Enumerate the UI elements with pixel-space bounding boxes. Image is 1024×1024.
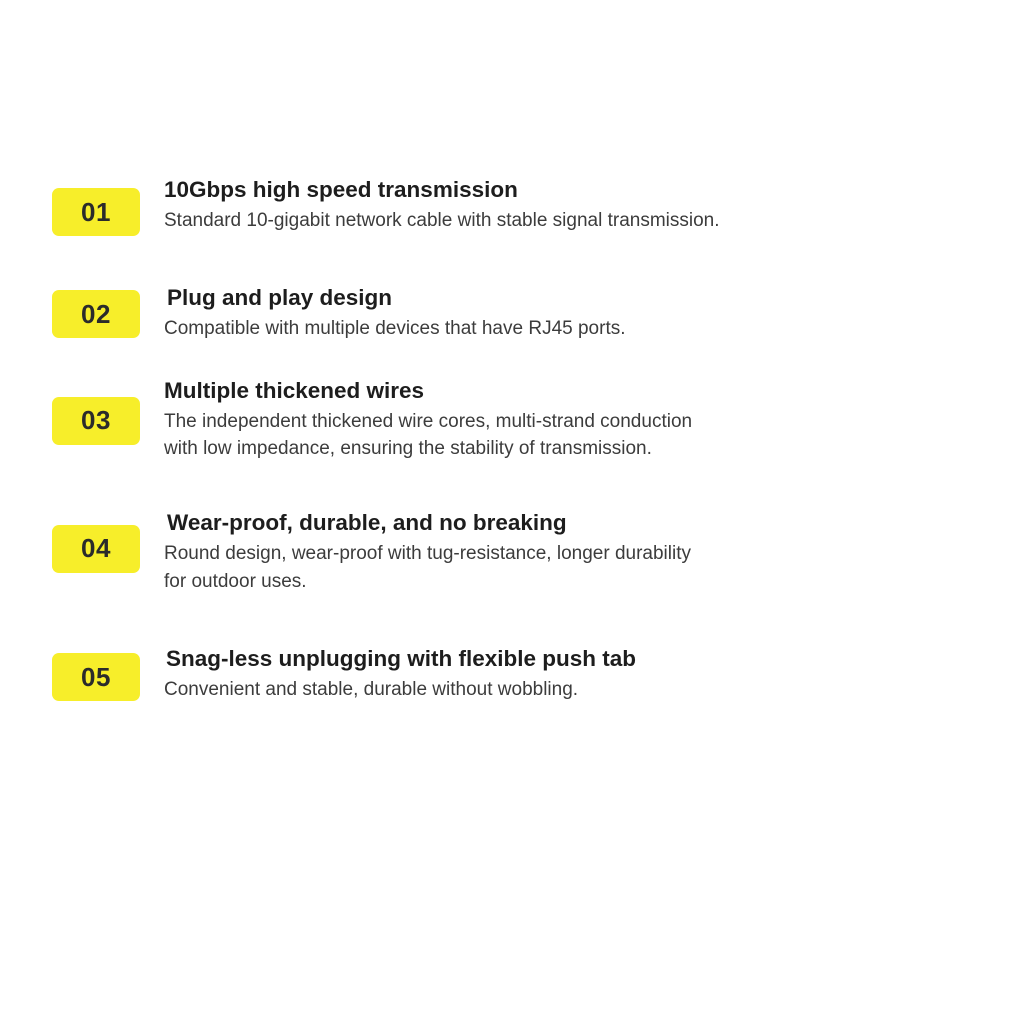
feature-description-line2: with low impedance, ensuring the stability of transmission. — [164, 438, 652, 460]
list-item — [52, 645, 972, 704]
list-item — [52, 509, 972, 595]
feature-title: Plug and play design — [167, 285, 393, 310]
feature-number-badge: 03 — [52, 397, 140, 445]
feature-text — [164, 176, 720, 235]
feature-title: 10Gbps high speed transmission — [164, 177, 518, 202]
feature-text — [164, 284, 626, 343]
feature-description: Convenient and stable, durable without wobbling. — [164, 679, 579, 701]
feature-number-badge: 02 — [52, 290, 140, 338]
feature-title: Multiple thickened wires — [164, 377, 425, 403]
feature-list — [52, 177, 972, 704]
feature-description-line2: for outdoor uses. — [164, 570, 307, 592]
feature-description: Standard 10-gigabit network cable with stable signal transmission. — [164, 210, 720, 232]
feature-number-badge: 04 — [52, 525, 140, 573]
feature-text — [164, 645, 636, 704]
feature-text — [164, 377, 692, 463]
feature-number-badge: 05 — [52, 653, 140, 701]
feature-title: Snag-less unplugging with flexible push tab — [166, 646, 637, 672]
feature-title: Wear-proof, durable, and no breaking — [167, 509, 567, 535]
feature-number-badge: 01 — [52, 188, 140, 236]
feature-description: The independent thickened wire cores, multi-strand conduction — [164, 410, 693, 432]
list-item — [52, 177, 972, 236]
feature-description: Compatible with multiple devices that have RJ45 ports. — [164, 318, 626, 340]
feature-text — [164, 509, 691, 595]
feature-description: Round design, wear-proof with tug-resistance, longer durability — [164, 543, 691, 565]
list-item — [52, 377, 972, 463]
list-item — [52, 282, 972, 343]
